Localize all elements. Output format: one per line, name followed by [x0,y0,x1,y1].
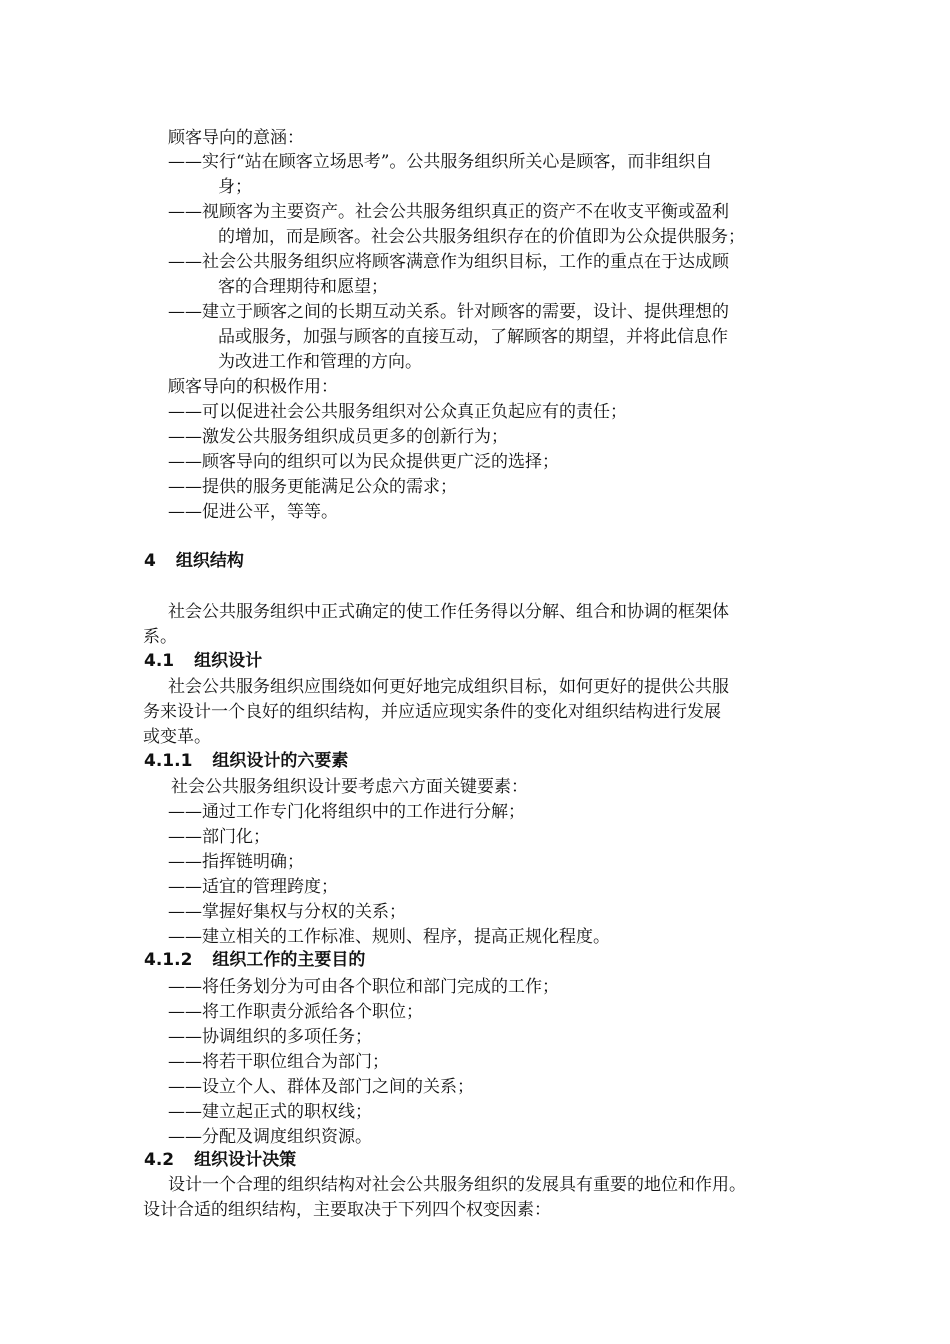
list-item: ——通过工作专门化将组织中的工作进行分解； [168,802,525,822]
list-item: ——将任务划分为可由各个职位和部门完成的工作； [168,977,559,997]
list-item-continuation: 客的合理期待和愿望； [218,277,388,297]
section-title: 组织结构 [175,551,244,571]
subsection-heading [144,1148,296,1172]
list-item: ——提供的服务更能满足公众的需求； [168,477,457,497]
list-item: ——建立相关的工作标准、规则、程序，提高正规化程度。 [168,927,610,947]
list-item: ——设立个人、群体及部门之间的关系； [168,1077,474,1097]
list-item: ——将若干职位组合为部门； [168,1052,389,1072]
section-number: 4.1.2 [144,950,193,970]
section-number: 4 [144,551,156,571]
section-title: 组织设计的六要素 [212,751,349,771]
list-item: ——建立于顾客之间的长期互动关系。针对顾客的需要，设计、提供理想的 [168,302,729,322]
list-item: ——激发公共服务组织成员更多的创新行为； [168,427,508,447]
list-item: ——分配及调度组织资源。 [168,1127,372,1147]
subsection-heading [144,649,262,673]
paragraph-line: 务来设计一个良好的组织结构，并应适应现实条件的变化对组织结构进行发展 [143,702,721,722]
list-item: ——适宜的管理跨度； [168,877,338,897]
section-number: 4.2 [144,1150,175,1170]
list-item: ——将工作职责分派给各个职位； [168,1002,423,1022]
list-item-continuation: 身； [218,177,252,197]
list-item: ——实行“站在顾客立场思考”。公共服务组织所关心是顾客，而非组织自 [168,152,713,172]
list-item: ——建立起正式的职权线； [168,1102,372,1122]
list-item: ——可以促进社会公共服务组织对公众真正负起应有的责任； [168,402,627,422]
paragraph-line: 或变革。 [143,727,211,747]
list-item-continuation: 的增加，而是顾客。社会公共服务组织存在的价值即为公众提供服务； [218,227,745,247]
list-item: ——促进公平，等等。 [168,502,338,522]
paragraph-line: 设计合适的组织结构，主要取决于下列四个权变因素： [143,1200,551,1220]
paragraph-line: 社会公共服务组织应围绕如何更好地完成组织目标，如何更好的提供公共服 [168,677,729,697]
list-item-continuation: 品或服务，加强与顾客的直接互动，了解顾客的期望，并将此信息作 [218,327,728,347]
subsection-heading [144,749,348,773]
list-item: ——指挥链明确； [168,852,304,872]
positive-title: 顾客导向的积极作用： [168,377,338,397]
list-item: ——视顾客为主要资产。社会公共服务组织真正的资产不在收支平衡或盈利 [168,202,729,222]
subsection-heading [144,948,365,972]
paragraph-line: 系。 [143,627,177,647]
list-item: ——掌握好集权与分权的关系； [168,902,406,922]
section-title: 组织设计决策 [194,1150,297,1170]
section-number: 4.1.1 [144,751,193,771]
section-number: 4.1 [144,651,175,671]
connotation-title: 顾客导向的意涵： [168,128,304,148]
section-heading [144,549,244,573]
list-item: ——协调组织的多项任务； [168,1027,372,1047]
list-item-continuation: 为改进工作和管理的方向。 [218,352,422,372]
paragraph-line: 社会公共服务组织中正式确定的使工作任务得以分解、组合和协调的框架体 [168,602,729,622]
paragraph-line: 设计一个合理的组织结构对社会公共服务组织的发展具有重要的地位和作用。 [168,1175,746,1195]
list-item: ——社会公共服务组织应将顾客满意作为组织目标，工作的重点在于达成顾 [168,252,729,272]
paragraph-line: 社会公共服务组织设计要考虑六方面关键要素： [171,777,528,797]
list-item: ——顾客导向的组织可以为民众提供更广泛的选择； [168,452,559,472]
list-item: ——部门化； [168,827,270,847]
section-title: 组织工作的主要目的 [212,950,366,970]
section-title: 组织设计 [194,651,263,671]
